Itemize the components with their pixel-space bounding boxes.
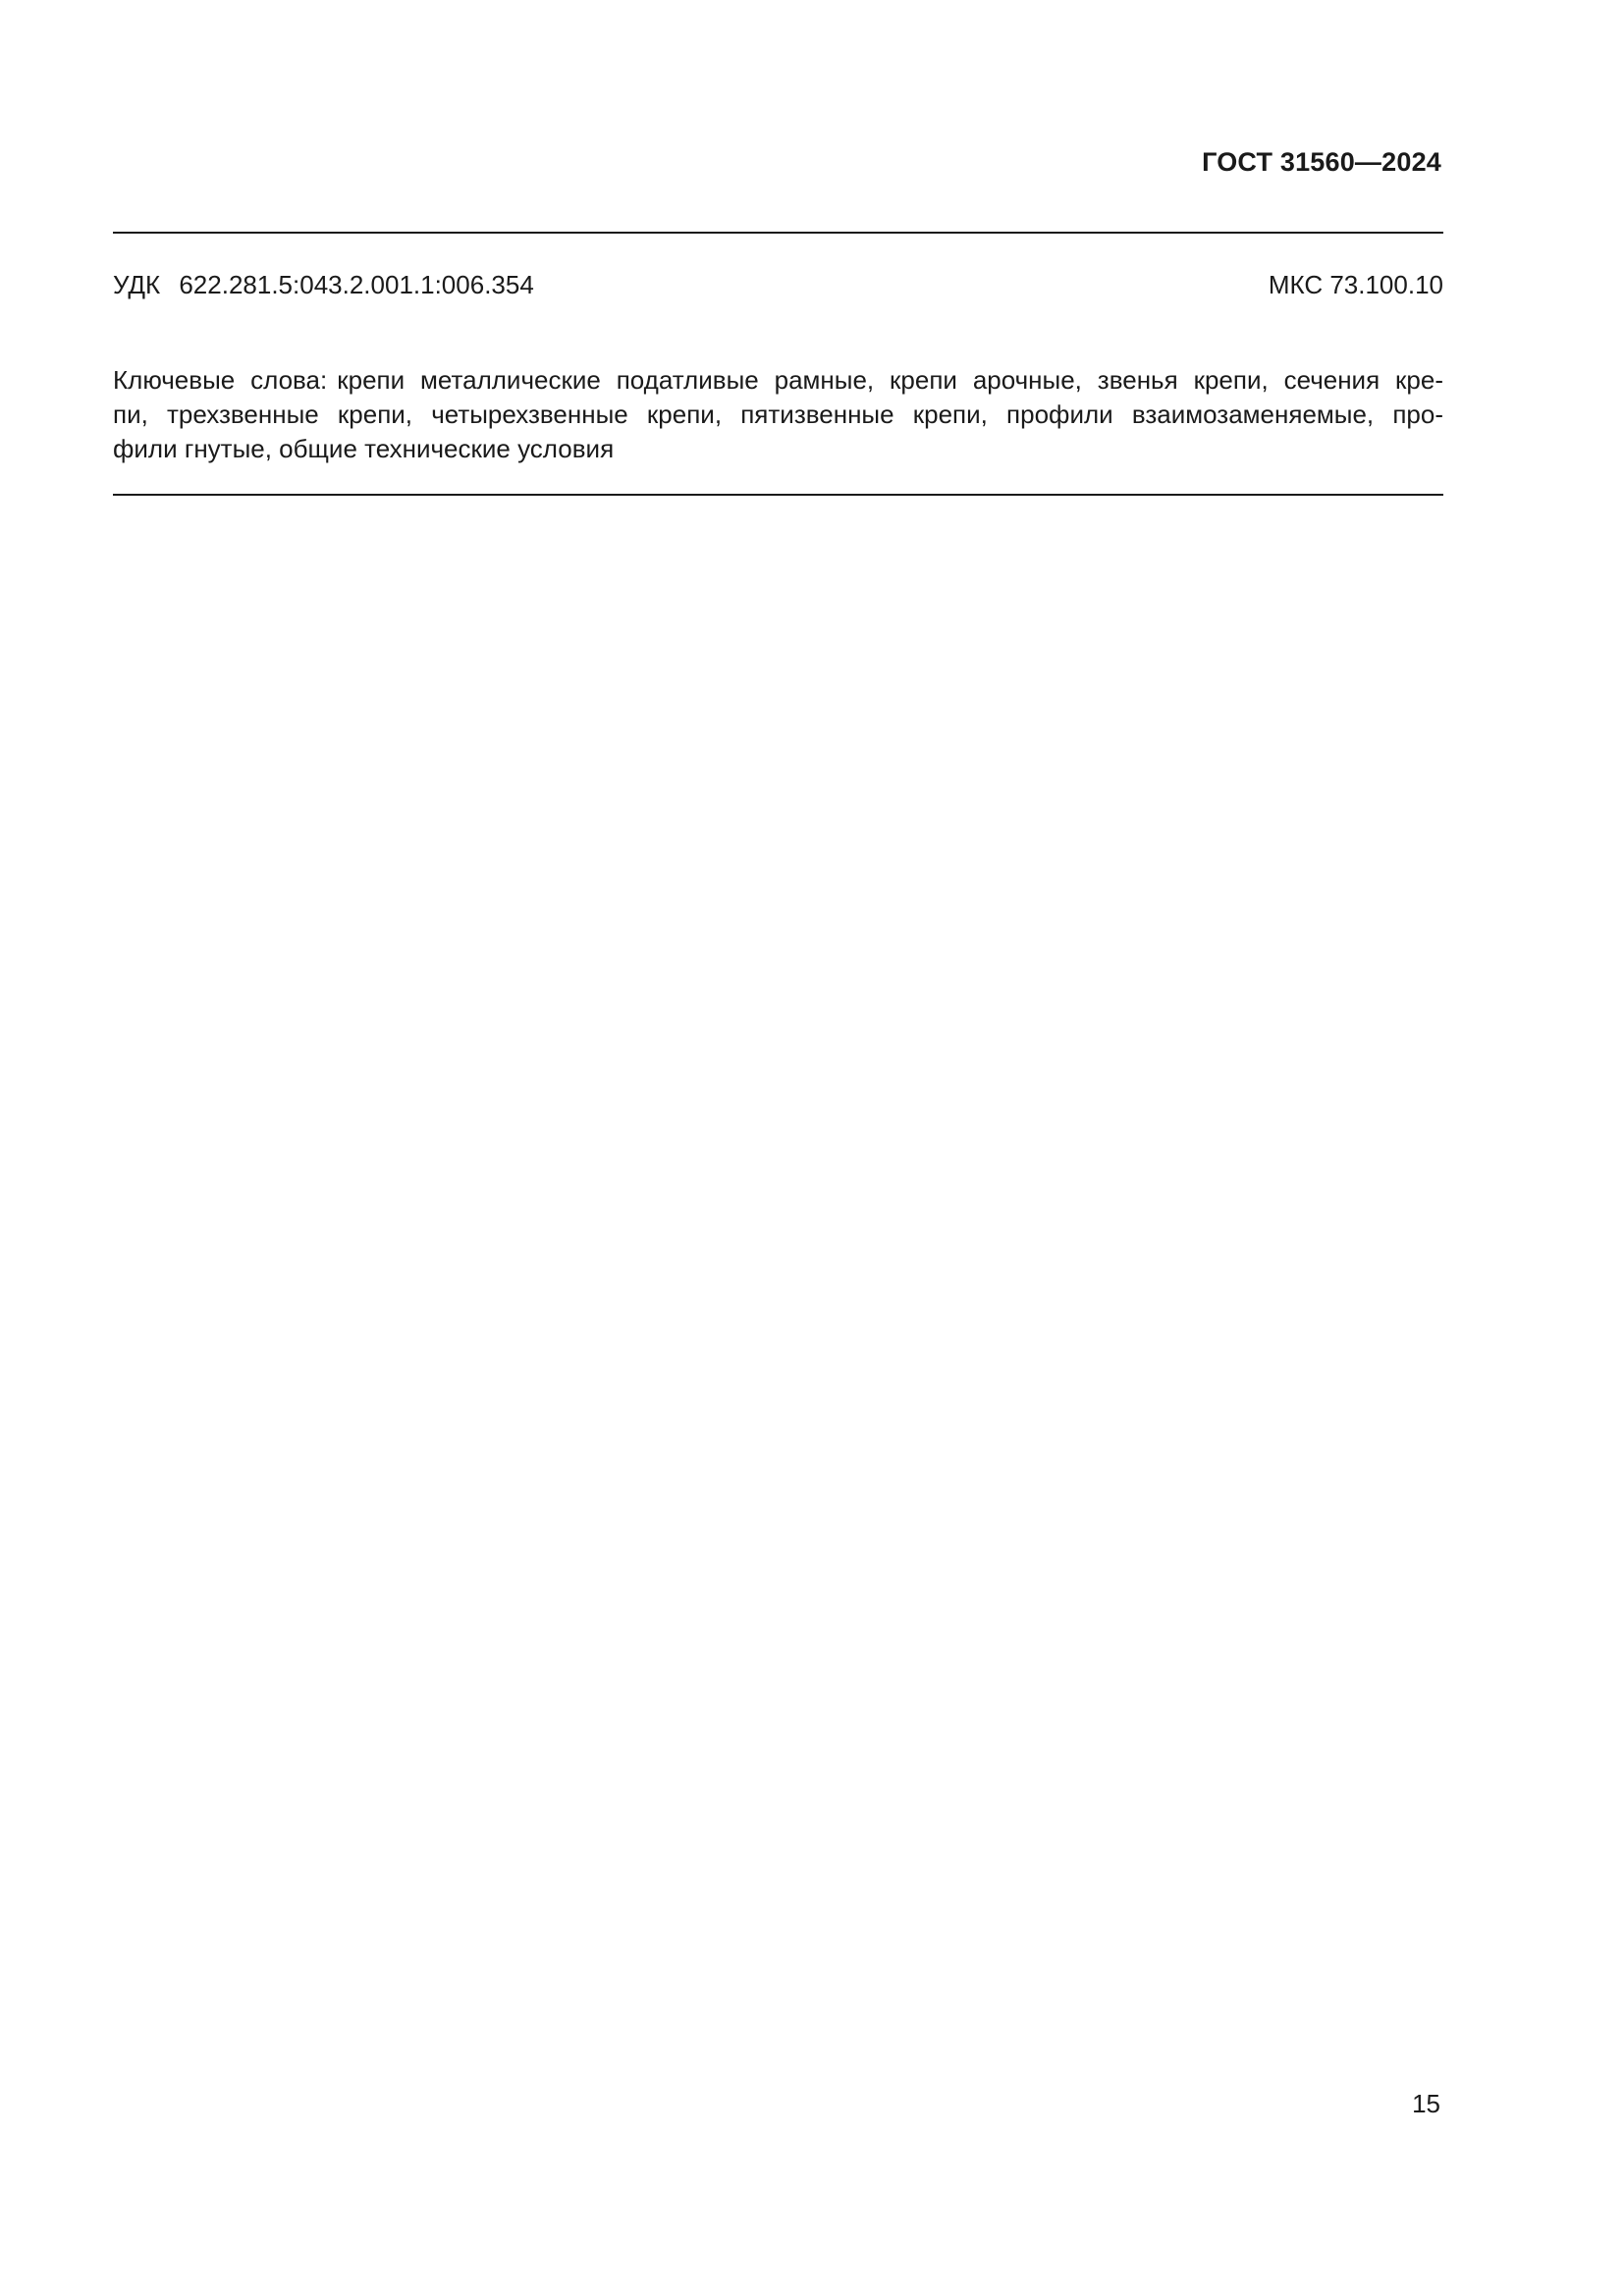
keywords-line-1 <box>113 363 1443 398</box>
keywords-line-2: пи, трехзвенные крепи, четырехзвенные крепи, пятизвенные крепи, профили взаимозаменяемые, про- <box>113 400 1443 429</box>
page-number: 15 <box>1412 2089 1440 2118</box>
udk-code <box>113 268 534 301</box>
udk-value: 622.281.5:043.2.001.1:006.354 <box>179 270 534 299</box>
standard-code: ГОСТ 31560—2024 <box>1202 147 1441 177</box>
classification-row <box>113 268 1443 301</box>
keywords-paragraph <box>113 363 1443 466</box>
keywords-label: Ключевые слова: <box>113 365 328 395</box>
bottom-divider <box>113 494 1443 496</box>
mks-code: МКС 73.100.10 <box>1268 270 1443 299</box>
keywords-line-3: фили гнутые, общие технические условия <box>113 434 615 463</box>
keywords-line-1-text: крепи металлические податливые рамные, крепи арочные, звенья крепи, сечения кре- <box>337 365 1444 395</box>
udk-label: УДК <box>113 270 161 299</box>
top-divider <box>113 232 1443 234</box>
